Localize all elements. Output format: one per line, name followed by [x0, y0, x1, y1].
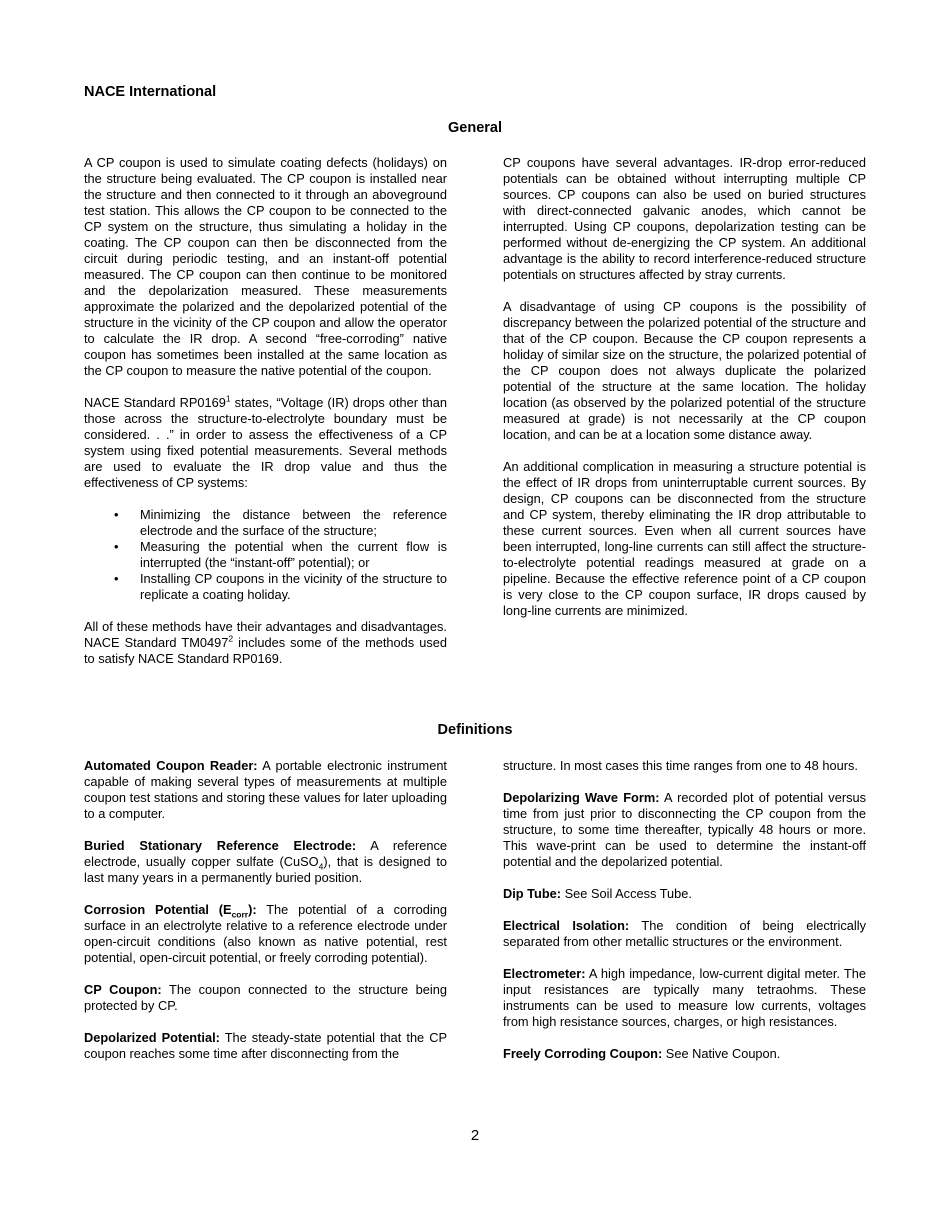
section-title-general: General — [448, 120, 502, 136]
general-left-column — [84, 155, 447, 683]
general-paragraph: NACE Standard RP0169$^1$ states, “Voltage (IR) drops other than those across the structure-to-electrolyte boundary must be considered. . .” in order to assess the effectiveness of a CP system using fixed potential measurements. Several methods are used to evaluate the IR drop value and thus the effectiveness of CP systems: — [84, 393, 447, 490]
definitions-right-column — [503, 758, 866, 1078]
definition-term: Freely Corroding Coupon: — [503, 1046, 663, 1061]
definition-term: Electrical Isolation: — [503, 918, 630, 933]
definition-entry: Corrosion Potential $(E_{corr})$: The potential of a corroding surface in an electrolyte relative to a reference electrode under open-circuit conditions (also known as native potential, rest potential, open-circuit potential, or freely corroding potential). — [84, 902, 447, 965]
general-paragraph: An additional complication in measuring a structure potential is the effect of IR drops from uninterruptable current sources. By design, CP coupons can be disconnected from the structure and CP system, thereby eliminating the IR drop attributable to these current sources. Even when all current sources have been interrupted, long-line currents can still affect the structure-to-electrolyte potential readings measured at grade on a pipeline. Because the effective reference point of a CP coupon is very close to the CP coupon surface, IR drops caused by long-line currents are minimized. — [503, 459, 866, 618]
general-right-column — [503, 155, 866, 635]
definitions-left-column — [84, 758, 447, 1078]
running-header: NACE International — [84, 84, 217, 100]
definition-term: Depolarized Potential: — [84, 1030, 220, 1045]
definition-entry: Depolarized Potential: The steady-state potential that the CP coupon reaches some time after disconnecting from the — [84, 1030, 448, 1061]
general-paragraph: All of these methods have their advantages and disadvantages. NACE Standard TM0497$^2$ includes some of the methods used to satisfy NACE Standard RP0169. — [84, 619, 447, 666]
page-number: 2 — [470, 1127, 480, 1144]
general-paragraph: A disadvantage of using CP coupons is the possibility of discrepancy between the polarized potential of the structure and that of the CP coupon. Because the CP coupon represents a holiday of similar size on the structure, the polarized potential of the CP coupon does not always duplicate the polarized potential of the structure at the same location. The holiday location (as observed by the polarized potential of the structure measured at grade) is not necessarily at the CP coupon location, and can be at a location some distance away. — [503, 299, 866, 442]
definition-entry: Dip Tube: See Soil Access Tube. — [503, 886, 692, 901]
definition-term: Dip Tube: — [503, 886, 562, 901]
definition-term: Depolarizing Wave Form: — [503, 790, 660, 805]
bullet-icon: • — [114, 539, 119, 554]
definition-term: CP Coupon: — [84, 982, 162, 997]
list-item: • Installing CP coupons in the vicinity of the structure to replicate a coating holiday. — [114, 571, 447, 602]
general-paragraph: CP coupons have several advantages. IR-drop error-reduced potentials can be obtained without interrupting multiple CP sources. CP coupons can also be used on buried structures with direct-connected galvanic anodes, which cannot be interrupted. Using CP coupons, depolarization testing can be performed without de-energizing the CP system. An additional advantage is the ability to record interference-reduced structure potentials on structures affected by stray currents. — [503, 155, 866, 282]
bullet-icon: • — [114, 507, 119, 522]
definition-entry: Buried Stationary Reference Electrode: A reference electrode, usually copper sulfate (CuSO$_4$), that is designed to last many years in a permanently buried position. — [84, 838, 447, 885]
definition-term: Electrometer: — [503, 966, 586, 981]
methods-list — [84, 507, 447, 603]
list-item: • Measuring the potential when the current flow is interrupted (the “instant-off” potential); or — [114, 539, 447, 570]
definition-term: Automated Coupon Reader: — [84, 758, 258, 773]
definition-entry: Freely Corroding Coupon: See Native Coupon. — [503, 1046, 781, 1061]
section-title-definitions: Definitions — [437, 722, 513, 738]
general-paragraph: A CP coupon is used to simulate coating defects (holidays) on the structure being evaluated. The CP coupon is installed near the structure and then connected to it through an aboveground test station. This allows the CP coupon to be connected to the CP system on the structure, thus simulating a holiday in the coating. The CP coupon can then be disconnected from the circuit during periodic testing, and an instant-off potential measured. The CP coupon can then continue to be monitored and the depolarization measured. These measurements approximate the polarized and the depolarized potential of the structure in the vicinity of the CP coupon and allow the operator to calculate the IR drop. A second “free-corroding” native coupon has sometimes been installed at the same location as the CP coupon to measure the native potential of the coupon. — [84, 155, 447, 378]
list-item: • Minimizing the distance between the reference electrode and the surface of the structure; — [114, 507, 447, 538]
bullet-icon: • — [114, 571, 119, 586]
definition-entry: Automated Coupon Reader: A portable electronic instrument capable of making several types of measurements at multiple coupon test stations and storing these values for later uploading to a computer. — [84, 758, 447, 821]
definition-entry: Electrometer: A high impedance, low-current digital meter. The input resistances are typically many tetraohms. These instruments can be used to measure low currents, voltages from high resistance sources, charges, or high resistances. — [503, 966, 866, 1029]
definition-entry: CP Coupon: The coupon connected to the structure being protected by CP. — [84, 982, 447, 1013]
definition-term: Corrosion Potential $(E_{corr})$: — [84, 902, 257, 920]
definition-entry: Electrical Isolation: The condition of being electrically separated from other metallic structures or the environment. — [503, 918, 867, 949]
definition-continued: structure. In most cases this time ranges from one to 48 hours. — [503, 758, 858, 773]
definition-term: Buried Stationary Reference Electrode: — [84, 838, 357, 853]
definition-entry: Depolarizing Wave Form: A recorded plot of potential versus time from just prior to disconnecting the CP coupon from the structure, to some time thereafter, typically 48 hours or more. This wave-print can be used to determine the instant-off potential and the depolarized potential. — [503, 790, 866, 869]
